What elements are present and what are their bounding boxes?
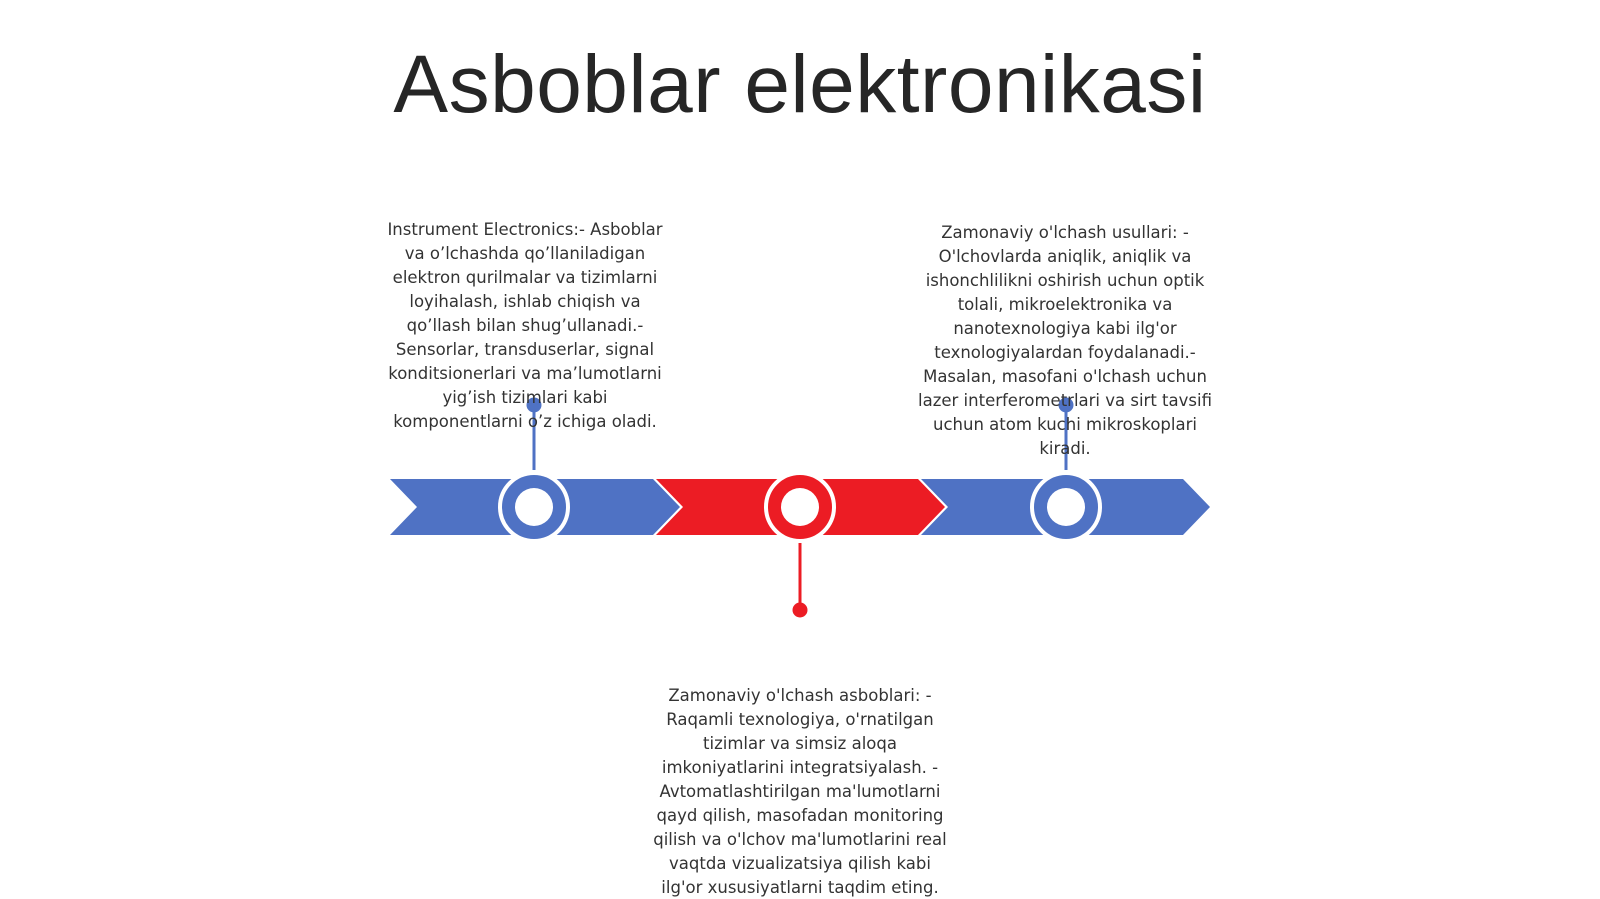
milestone-text-2: Zamonaviy o'lchash asboblari: - Raqamli texnologiya, o'rnatilgan tizimlar va simsiz aloqa imkoniyatlarini integratsiyalash. - Avtomatlashtirilgan ma'lumotlarni qayd qilish, masofadan monitoring qilish va o'lchov ma'lumotlarini real vaqtda vizualizatsiya qilish kabi ilg'or xususiyatlarni taqdim eting. (653, 686, 947, 897)
milestone-center-2 (781, 488, 819, 526)
milestone-text-3: Zamonaviy o'lchash usullari: - O'lchovlarda aniqlik, aniqlik va ishonchlilikni oshirish uchun optik tolali, mikroelektronika va nanotexnologiya kabi ilg'or texnologiyalardan foydalanadi.- Masalan, masofani o'lchash uchun lazer interferometrlari va sirt tavsifi uchun atom kuchi mikroskoplari kiradi. (918, 223, 1212, 458)
milestone-text-1: Instrument Electronics:- Asboblar va o’lchashda qo’llaniladigan elektron qurilmalar va tizimlarni loyihalash, ishlab chiqish va qo’llash bilan shug’ullanadi.- Sensorlar, transduserlar, signal konditsionerlari va ma’lumotlarni yig’ish tizimlari kabi komponentlarni o’z ichiga oladi. (387, 220, 663, 431)
milestone-center-3 (1047, 488, 1085, 526)
milestone-center-1 (515, 488, 553, 526)
connector-dot-2 (793, 603, 808, 618)
slide-title: Asboblar elektronikasi (393, 39, 1207, 130)
